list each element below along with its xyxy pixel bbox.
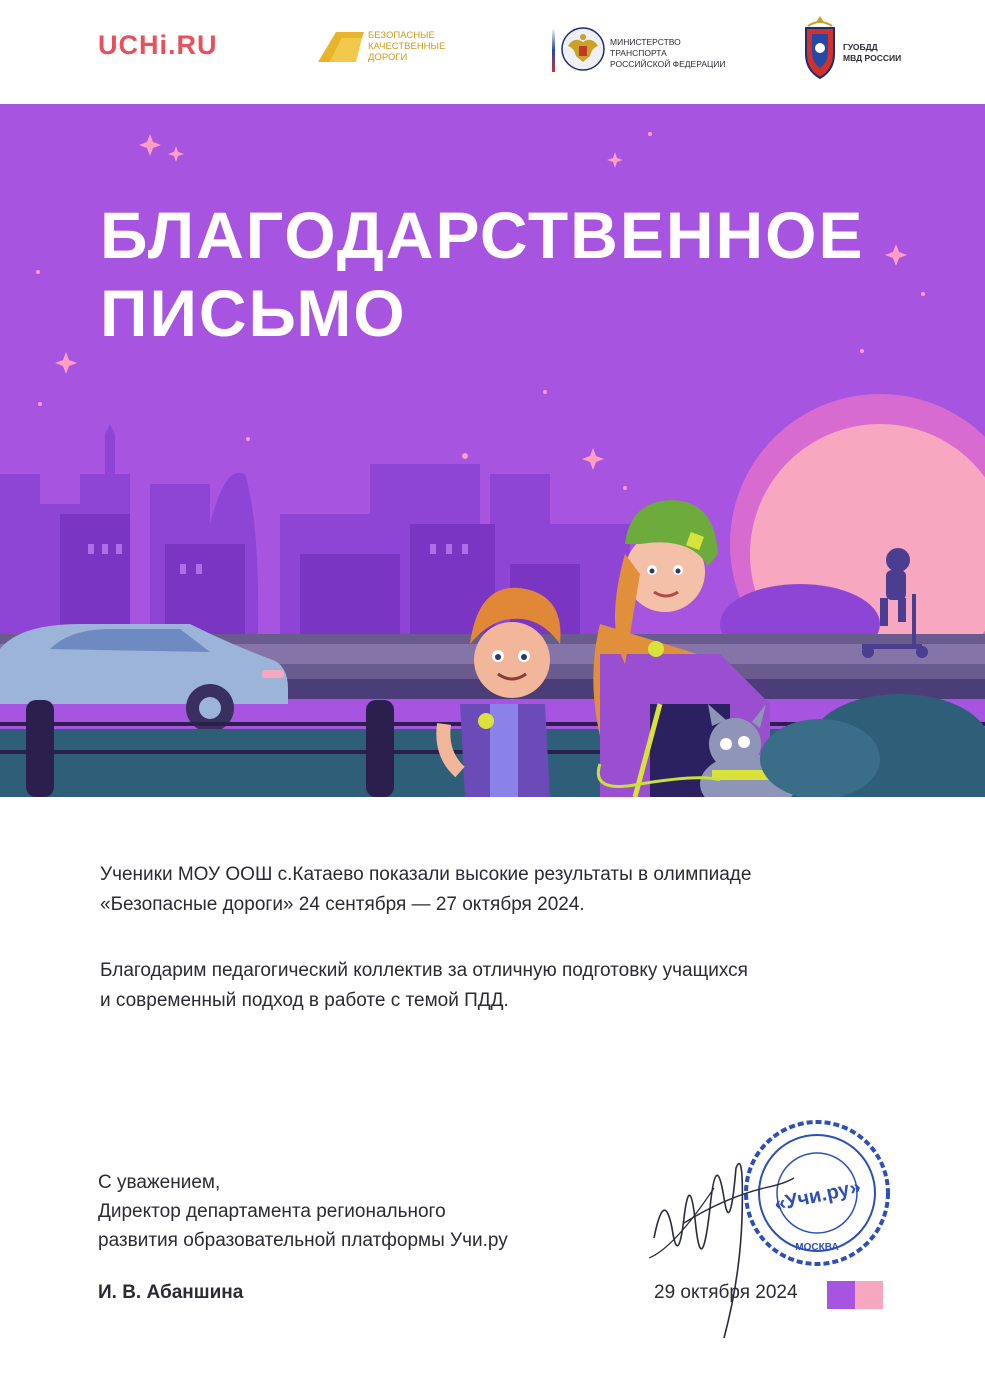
position-line1: Директор департамента регионального bbox=[98, 1201, 446, 1222]
gibdd-line1: ГУОБДД bbox=[843, 42, 878, 52]
closing-line: С уважением, bbox=[98, 1172, 221, 1193]
signer-name: И. В. Абаншина bbox=[98, 1282, 244, 1303]
paragraph2-line1: Благодарим педагогический коллектив за отличную подготовку учащихся bbox=[100, 960, 748, 981]
paragraph2-line2: и современный подход в работе с темой ПДД. bbox=[100, 990, 509, 1011]
ministry-line1: МИНИСТЕРСТВО ТРАНСПОРТА bbox=[610, 37, 681, 58]
ministry-line2: РОССИЙСКОЙ ФЕДЕРАЦИИ bbox=[610, 59, 726, 69]
brand-square-pink bbox=[855, 1281, 883, 1309]
bkd-logo bbox=[316, 28, 486, 64]
letter-date: 29 октября 2024 bbox=[654, 1282, 798, 1303]
paragraph-results bbox=[100, 860, 860, 920]
police-shield-icon bbox=[800, 14, 840, 80]
uchi-logo: UCHi.RU bbox=[98, 30, 218, 60]
brand-square-purple bbox=[827, 1281, 855, 1309]
paragraph1-line2: «Безопасные дороги» 24 сентября — 27 октября 2024. bbox=[100, 894, 585, 915]
paragraph1-line1: Ученики МОУ ООШ с.Катаево показали высокие результаты в олимпиаде bbox=[100, 864, 752, 885]
gibdd-line2: МВД РОССИИ bbox=[843, 53, 902, 63]
bkd-logo-line2: КАЧЕСТВЕННЫЕ ДОРОГИ bbox=[368, 41, 446, 63]
ministry-logo bbox=[552, 24, 732, 72]
eagle-emblem-icon bbox=[560, 26, 606, 72]
road-logo-icon bbox=[316, 28, 366, 64]
bkd-logo-line1: БЕЗОПАСНЫЕ bbox=[368, 30, 435, 41]
title-line2: ПИСЬМО bbox=[100, 276, 407, 350]
paragraph-thanks bbox=[100, 956, 860, 1016]
page-title bbox=[100, 196, 865, 352]
stamp-center-text: «Учи.ру» bbox=[772, 1176, 863, 1216]
stamp-city: МОСКВА bbox=[795, 1242, 839, 1253]
position-line2: развития образовательной платформы Учи.ру bbox=[98, 1230, 508, 1251]
title-line1: БЛАГОДАРСТВЕННОЕ bbox=[100, 198, 865, 272]
signature-block bbox=[98, 1168, 508, 1255]
gibdd-logo bbox=[800, 14, 910, 80]
handwritten-signature bbox=[644, 1128, 804, 1343]
